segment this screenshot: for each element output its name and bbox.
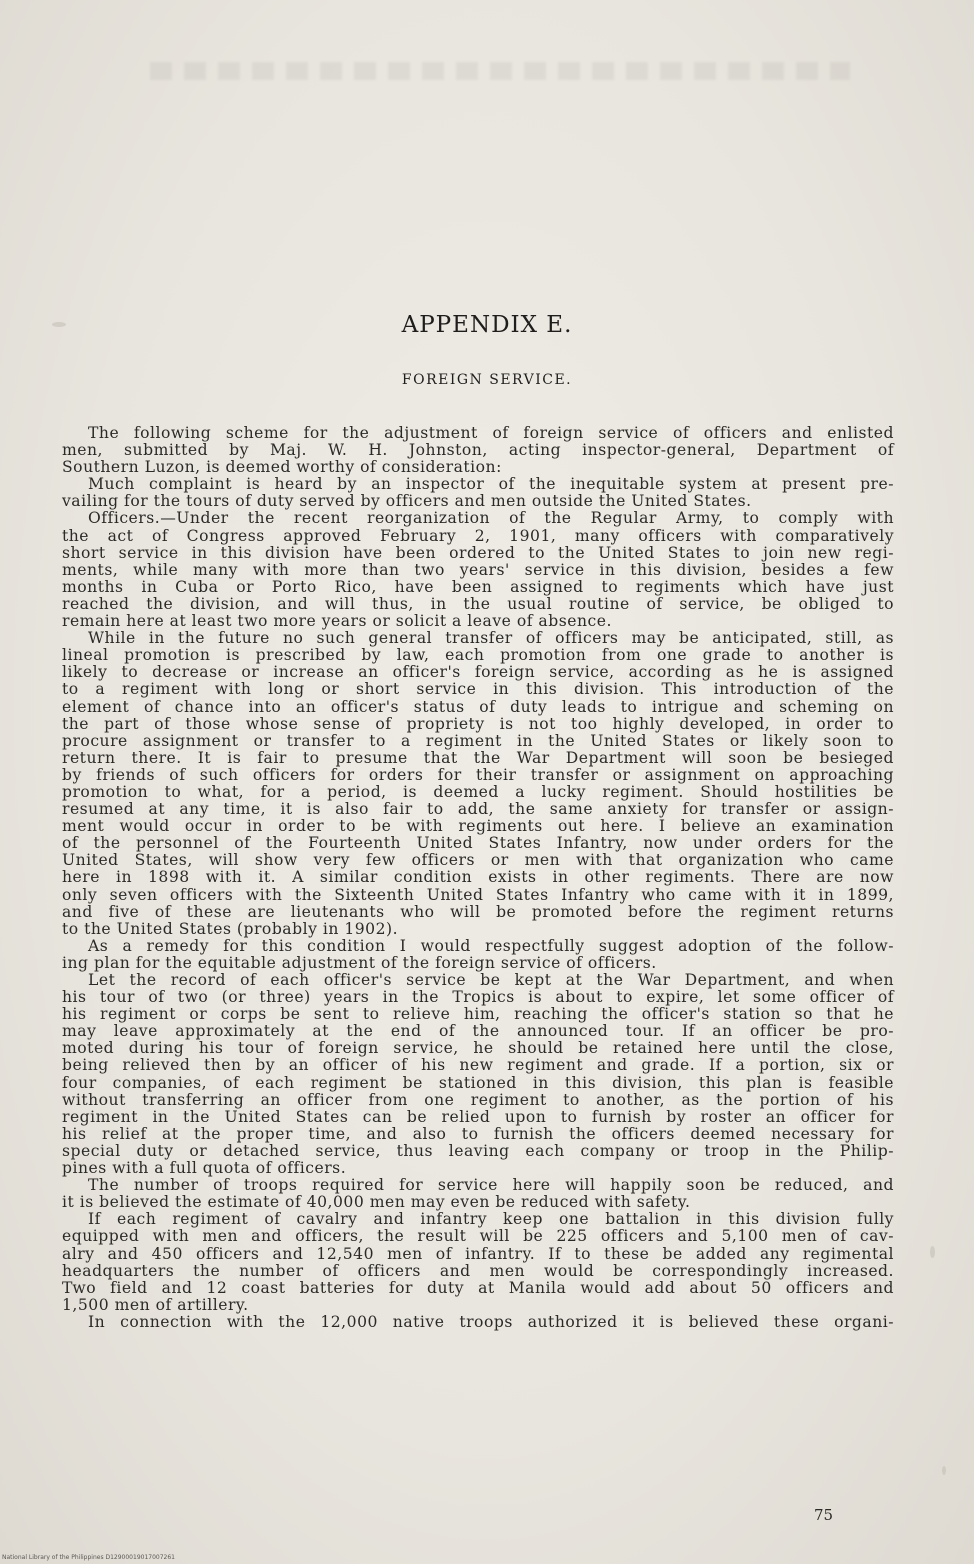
text-line: ments, while many with more than two years' service in this division, besides a few xyxy=(62,560,894,579)
text-line: the part of those whose sense of propriety is not too highly developed, in order to xyxy=(62,714,894,733)
section-title: FOREIGN SERVICE. xyxy=(401,372,573,388)
text-line: months in Cuba or Porto Rico, have been assigned to regiments which have just xyxy=(62,577,894,596)
text-line: short service in this division have been ordered to the United States to join new regi- xyxy=(62,543,894,562)
text-line: by friends of such officers for orders for their transfer or assignment on approaching xyxy=(62,765,894,784)
text-line: promotion to what, for a period, is deemed a lucky regiment. Should hostilities be xyxy=(62,782,894,801)
bleed-through-header xyxy=(150,62,850,80)
text-line: his regiment or corps be sent to relieve him, reaching the officer's station so that he xyxy=(62,1005,894,1024)
text-line: and five of these are lieutenants who will be promoted before the regiment returns xyxy=(62,902,894,921)
text-line: men, submitted by Maj. W. H. Johnston, acting inspector-general, Department of xyxy=(62,441,894,460)
text-line: may leave approximately at the end of the announced tour. If an officer be pro- xyxy=(62,1022,894,1041)
text-line: his relief at the proper time, and also to furnish the officers deemed necessary for xyxy=(62,1124,894,1143)
text-line: special duty or detached service, thus leaving each company or troop in the Philip- xyxy=(62,1141,894,1160)
text-line: the act of Congress approved February 2, 1901, many officers with comparatively xyxy=(62,526,894,545)
text-line: The number of troops required for service here will happily soon be reduced, and xyxy=(88,1176,894,1195)
text-line: being relieved then by an officer of his new regiment and grade. If a portion, six or xyxy=(62,1056,894,1075)
text-line: likely to decrease or increase an officer's foreign service, according as he is assigned xyxy=(62,663,894,682)
text-line: moted during his tour of foreign service, he should be retained here until the close, xyxy=(62,1039,894,1058)
text-line: vailing for the tours of duty served by officers and men outside the United States. xyxy=(62,492,752,511)
text-line: Much complaint is heard by an inspector of the inequitable system at present pre- xyxy=(88,475,894,494)
text-line: Two field and 12 coast batteries for duty at Manila would add about 50 officers and xyxy=(62,1278,894,1297)
text-line: alry and 450 officers and 12,540 men of infantry. If to these be added any regimental xyxy=(62,1244,894,1263)
text-line: As a remedy for this condition I would respectfully suggest adoption of the follow- xyxy=(88,936,894,955)
text-line: his tour of two (or three) years in the Tropics is about to expire, let some officer of xyxy=(62,988,894,1007)
page-number: 75 xyxy=(814,1506,834,1524)
text-line: reached the division, and will thus, in the usual routine of service, be obliged to xyxy=(62,594,894,613)
text-line: Let the record of each officer's service be kept at the War Department, and when xyxy=(88,971,894,989)
text-line: here in 1898 with it. A similar condition exists in other regiments. There are now xyxy=(62,868,894,887)
text-line: resumed at any time, it is also fair to add, the same anxiety for transfer or assign- xyxy=(62,800,894,819)
text-line: remain here at least two more years or solicit a leave of absence. xyxy=(62,612,612,631)
text-line: The following scheme for the adjustment of foreign service of officers and enlisted xyxy=(88,424,894,442)
text-line: equipped with men and officers, the result will be 225 officers and 5,100 men of cav- xyxy=(62,1227,894,1246)
text-line: regiment in the United States can be relied upon to furnish by roster an officer for xyxy=(62,1107,894,1126)
text-line: headquarters the number of officers and men would be correspondingly increased. xyxy=(62,1261,894,1280)
text-line: In connection with the 12,000 native troops authorized it is believed these organi- xyxy=(88,1312,894,1331)
paper-speck xyxy=(942,1466,946,1475)
text-line: ing plan for the equitable adjustment of the foreign service of officers. xyxy=(62,953,657,972)
text-line: Officers.—Under the recent reorganization of the Regular Army, to comply with xyxy=(88,509,894,528)
text-line: pines with a full quota of officers. xyxy=(62,1159,347,1178)
text-line: of the personnel of the Fourteenth United States Infantry, now under orders for the xyxy=(62,834,894,853)
text-line: only seven officers with the Sixteenth United States Infantry who came with it in 1899, xyxy=(62,885,894,904)
text-line: it is believed the estimate of 40,000 men may even be reduced with safety. xyxy=(62,1193,691,1212)
text-line: lineal promotion is prescribed by law, each promotion from one grade to another is xyxy=(62,646,894,665)
body-text xyxy=(62,425,894,1331)
text-line: ment would occur in order to be with regiments out here. I believe an examination xyxy=(62,817,894,836)
appendix-title: APPENDIX E. xyxy=(401,312,573,338)
paper-speck xyxy=(930,1246,935,1258)
text-line: to the United States (probably in 1902). xyxy=(62,919,399,938)
text-line: If each regiment of cavalry and infantry keep one battalion in this division fully xyxy=(88,1210,894,1229)
text-line: element of chance into an officer's status of duty leads to intrigue and scheming on xyxy=(62,697,894,716)
text-line: return there. It is fair to presume that the War Department will soon be besieged xyxy=(62,748,894,767)
text-line: without transferring an officer from one regiment to another, as the portion of his xyxy=(62,1090,894,1109)
text-line: procure assignment or transfer to a regiment in the United States or likely soon to xyxy=(62,731,894,750)
archive-credit: National Library of the Philippines D12900019017007261 xyxy=(2,1554,175,1561)
text-line: four companies, of each regiment be stationed in this division, this plan is feasible xyxy=(62,1073,894,1092)
text-line: 1,500 men of artillery. xyxy=(62,1295,249,1314)
text-line: Southern Luzon, is deemed worthy of consideration: xyxy=(62,458,502,477)
text-line: United States, will show very few officers or men with that organization who came xyxy=(62,851,894,870)
text-line: While in the future no such general transfer of officers may be anticipated, still, as xyxy=(88,629,894,648)
text-line: to a regiment with long or short service in this division. This introduction of the xyxy=(62,680,894,699)
